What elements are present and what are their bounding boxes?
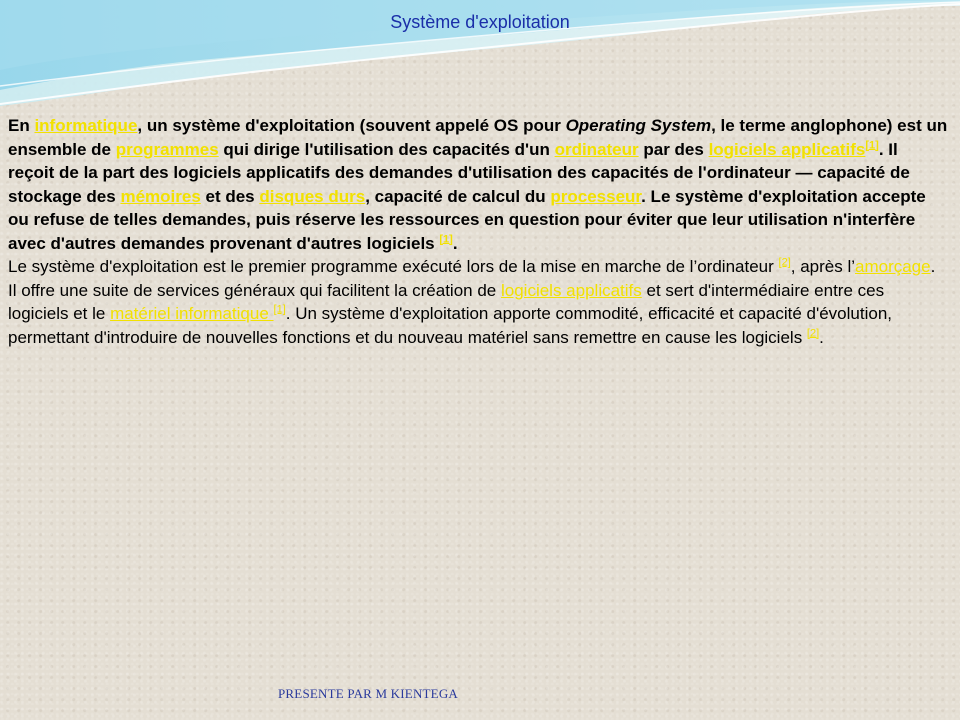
text-segment: , le terme anglophone) est un ensemble de [8, 116, 948, 159]
reference-link[interactable]: [1] [273, 303, 286, 316]
link-programmes[interactable]: programmes [115, 139, 219, 159]
text-segment: . [452, 233, 458, 253]
link-processeur[interactable]: processeur [550, 186, 642, 206]
text-segment: . [819, 327, 824, 347]
link-materiel-informatique[interactable]: matériel informatique [110, 304, 274, 323]
paragraph-role [8, 255, 948, 349]
paragraph-definition [8, 114, 948, 255]
reference-link[interactable]: [1] [865, 138, 879, 151]
link-amorcage[interactable]: amorçage [855, 257, 931, 276]
slide-body [8, 114, 948, 349]
reference-link[interactable]: [2] [778, 256, 791, 269]
text-segment: et sert d'intermédiaire entre ces logiciels et le [8, 280, 885, 323]
link-disques-durs[interactable]: disques durs [259, 186, 366, 206]
text-segment: . Le système d'exploitation accepte ou refuse de telles demandes, puis réserve les ressources en question pour éviter que leur utilisation n'interfère avec d'autres demandes provenant d'autres logiciels [8, 186, 926, 253]
link-logiciels-applicatifs[interactable]: logiciels applicatifs [708, 139, 866, 159]
text-segment: Le système d'exploitation est le premier programme exécuté lors de la mise en marche de l’ordinateur [8, 257, 779, 276]
text-segment: par des [638, 139, 709, 159]
link-informatique[interactable]: informatique [34, 116, 138, 135]
reference-link[interactable]: [1] [439, 232, 453, 245]
slide-footer: PRESENTE PAR M KIENTEGA [278, 686, 458, 701]
text-segment: , un système d'exploitation (souvent appelé OS pour [137, 116, 566, 135]
text-segment: En [8, 116, 35, 135]
text-segment: qui dirige l'utilisation des capacités d'un [218, 139, 555, 159]
text-segment: , après l’ [790, 257, 855, 276]
text-segment: . Il offre une suite de services généraux qui facilitent la création de [8, 257, 936, 300]
reference-link[interactable]: [2] [806, 326, 820, 339]
link-logiciels-applicatifs[interactable]: logiciels applicatifs [500, 280, 642, 300]
link-ordinateur[interactable]: ordinateur [554, 139, 639, 159]
slide-title: Système d'exploitation [390, 12, 570, 32]
text-segment: , capacité de calcul du [365, 186, 551, 206]
link-memoires[interactable]: mémoires [120, 186, 201, 206]
text-segment: . Il reçoit de la part des logiciels applicatifs des demandes d'utilisation des capacités de l'ordinateur — capacité de stockage des [8, 139, 910, 206]
text-segment: et des [200, 186, 260, 206]
text-emphasis: Operating System [565, 116, 712, 135]
text-segment: . Un système d'exploitation apporte commodité, efficacité et capacité d'évolution, permettant d'introduire de nouvelles fonctions et du nouveau matériel sans remettre en cause les logiciels [8, 304, 892, 347]
